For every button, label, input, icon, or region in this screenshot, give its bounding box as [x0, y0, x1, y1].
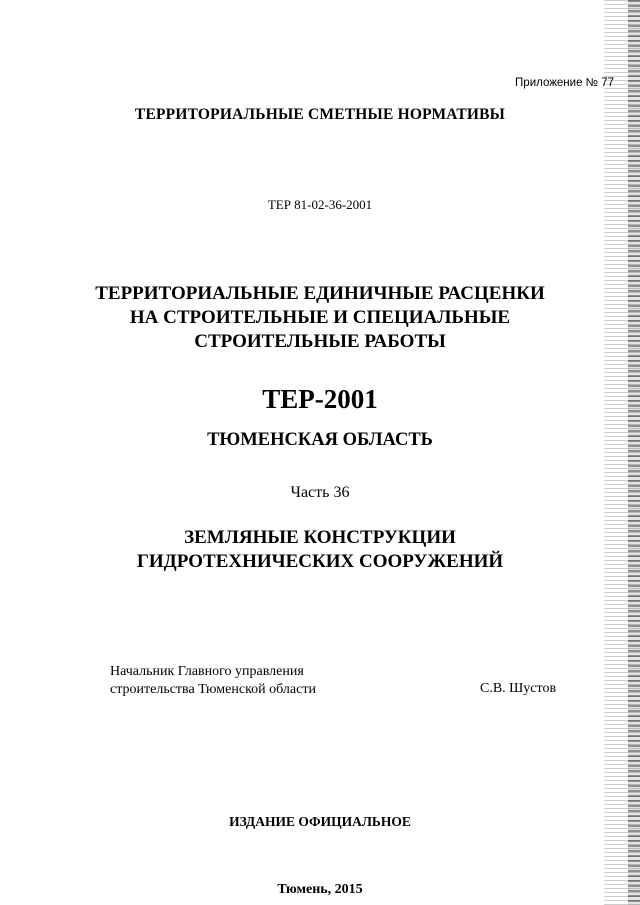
signer-position-line: Начальник Главного управления: [110, 664, 304, 679]
signer-name: С.В. Шустов: [480, 681, 557, 696]
signer-position-line: строительства Тюменской области: [110, 682, 316, 697]
ter-designation: ТЕР-2001: [262, 384, 378, 414]
region-name: ТЮМЕНСКАЯ ОБЛАСТЬ: [207, 430, 433, 450]
document-code: ТЕР 81-02-36-2001: [267, 197, 373, 212]
subject-title: [0, 526, 640, 574]
subject-title-line: ГИДРОТЕХНИЧЕСКИХ СООРУЖЕНИЙ: [136, 551, 504, 572]
subject-title-line: ЗЕМЛЯНЫЕ КОНСТРУКЦИИ: [184, 527, 456, 548]
edition-label: ИЗДАНИЕ ОФИЦИАЛЬНОЕ: [229, 814, 411, 829]
scan-edge-artifact-dark: [628, 0, 640, 905]
place-year: Тюмень, 2015: [277, 882, 363, 897]
appendix-number: Приложение № 77: [515, 77, 614, 89]
signer-position: [110, 663, 370, 699]
part-number: Часть 36: [290, 484, 350, 501]
main-title: [0, 282, 640, 354]
document-header: ТЕРРИТОРИАЛЬНЫЕ СМЕТНЫЕ НОРМАТИВЫ: [134, 106, 506, 123]
main-title-line: СТРОИТЕЛЬНЫЕ РАБОТЫ: [194, 331, 446, 352]
main-title-line: НА СТРОИТЕЛЬНЫЕ И СПЕЦИАЛЬНЫЕ: [129, 307, 511, 328]
main-title-line: ТЕРРИТОРИАЛЬНЫЕ ЕДИНИЧНЫЕ РАСЦЕНКИ: [95, 283, 545, 304]
